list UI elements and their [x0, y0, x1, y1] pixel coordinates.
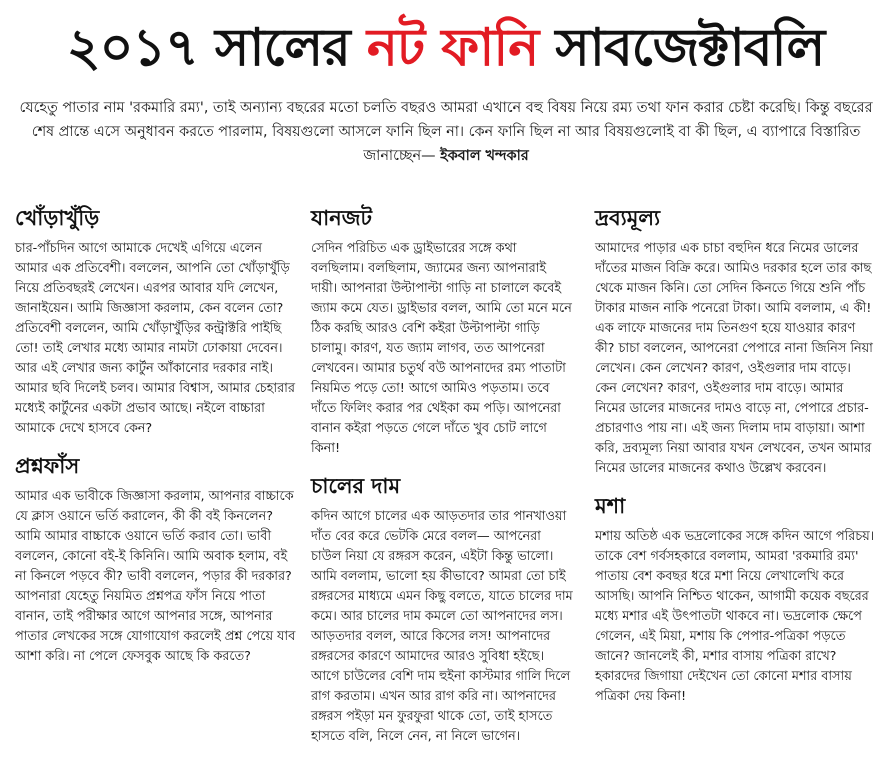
- section-body-mosha: মশায় অতিষ্ঠ এক ভদ্রলোকের সঙ্গে কদিন আগে পরিচয়। তাকে বেশ গর্বসহকারে বললাম, আমরা 'রকমারি রম্য' পাতায় বেশ কবছর ধরে মশা নিয়ে লেখালেখি করে আসছি। আপনি নিশ্চিত থাকেন, আগামী কয়েক বছরের মধ্যে মশার এই উৎপাতটা থাকবে না। ভদ্রলোক ক্ষেপে গেলেন, এই মিয়া, মশায় কি পেপার-পত্রিকা পড়তে জানে? জানলেই কী, মশার বাসায় পত্রিকা রাখে? হকারদের জিগায়া দেইখেন তো কোনো মশার বাসায় পত্রিকা দেয় কিনা!: [595, 529, 875, 704]
- column-3: [595, 203, 876, 719]
- headline-part-1: ২০১৭ সালের: [66, 18, 350, 78]
- section-body-drobbomullo: আমাদের পাড়ার এক চাচা বহুদিন ধরে নিমের ডালের দাঁতের মাজন বিক্রি করে। আমিও দরকার হলে তার কাছ থেকে মাজন কিনি। তো সেদিন কিনতে গিয়ে শুনি পাঁচ টাকার মাজন নাকি পনেরো টাকা। আমি বললাম, এ কী! এক লাফে মাজনের দাম তিনগুণ হয়ে যাওয়ার কারণ কী? চাচা বললেন, আপনেরা পেপারে নানা জিনিস নিয়া লেখেন। কেন লেখেন? কারণ, ওইগুলার দাম বাড়ে। কেন লেখেন? কারণ, ওইগুলার দাম বাড়ে। আমার নিমের ডালের মাজনের দামও বাড়ে না, পেপারে প্রচার-প্রচারণাও পায় না। এই জন্য দিলাম দাম বাড়ায়া। আশা করি, দ্রব্যমূল্য নিয়া আবার যখন লেখবেন, তখন আমার নিমের ডালের মাজনের কথাও উল্লেখ করবেন।: [595, 241, 873, 476]
- headline-part-2-red: নট ফানি: [366, 18, 539, 78]
- intro-text: যেহেতু পাতার নাম 'রকমারি রম্য', তাই অন্যান্য বছরের মতো চলতি বছরও আমরা এখানে বহু বিষয় নিয়ে রম্য তথা ফান করার চেষ্টা করেছি। কিন্তু বছরের শেষ প্রান্তে এসে অনুধাবন করতে পারলাম, বিষয়গুলো আসলে ফানি ছিল না। কেন ফানি ছিল না আর বিষয়গুলোই বা কী ছিল, এ ব্যাপারে বিস্তারিত জানাচ্ছেন—: [19, 100, 873, 164]
- section-title-proshnofash: প্রশ্নফাঁস: [15, 454, 80, 478]
- section-body-proshnofash: আমার এক ভাবীকে জিজ্ঞাসা করলাম, আপনার বাচ্চাকে যে ক্লাস ওয়ানে ভর্তি করালেন, কী কী বই কিনলেন? আমি আমার বাচ্চাকে ওয়ানে ভর্তি করাব তো। ভাবী বললেন, কোনো বই-ই কিনিনি। আমি অবাক হলাম, বই না কিনলে পড়বে কী? ভাবী বললেন, পড়ার কী দরকার? আপনারা যেহেতু নিয়মিত প্রশ্নপত্র ফাঁস নিয়ে পাতা বানান, তাই পরীক্ষার আগে আপনার সঙ্গে, আপনার পাতার লেখকের সঙ্গে যোগাযোগ করলেই প্রশ্ন পেয়ে যাব আশা করি। না পেলে ফেসবুক আছে কি করতে?: [15, 489, 296, 664]
- intro-author: ইকবাল খন্দকার: [440, 148, 529, 164]
- section-title-mosha: মশা: [595, 494, 626, 518]
- section-title-chaler-dam: চালের দাম: [311, 474, 401, 498]
- headline-part-3: সাবজেক্টাবলি: [555, 18, 825, 78]
- section-body-khorakhuri: চার-পাঁচদিন আগে আমাকে দেখেই এগিয়ে এলেন আমার এক প্রতিবেশী। বললেন, আপনি তো খোঁড়াখুঁড়ি নিয়ে প্রতিবছরই লেখেন। এরপর আবার যদি লেখেন, জানাইয়েন। আমি জিজ্ঞাসা করলাম, কেন বলেন তো? প্রতিবেশী বললেন, আমি খোঁড়াখুঁড়ির কন্ট্রাক্টরি পাইছি তো! তাই লেখার মধ্যে আমার নামটা ঢোকায়া দেবেন। আর এই লেখার জন্য কার্টুন আঁকানোর দরকার নাই। আমার ছবি দিলেই চলব। আমার বিশ্বাস, আমার চেহারার মধ্যেই কার্টুনের একটা প্রভাব আছে। নইলে বাচ্চারা আমাকে দেখে হাসবে কেন?: [15, 241, 295, 436]
- section-body-jamjot: সেদিন পরিচিত এক ড্রাইভারের সঙ্গে কথা বলছিলাম। বলছিলাম, জ্যামের জন্য আপনারাই দায়ী। আপনারা উল্টাপাল্টা গাড়ি না চালালে কবেই জ্যাম কমে যেত। ড্রাইভার বলল, আমি তো মনে মনে ঠিক করছি আরও বেশি কইরা উল্টাপাল্টা গাড়ি চালামু। কারণ, যত জ্যাম লাগব, তত আপনেরা লেখবেন। আমার চতুর্থ বউ আপনাদের রম্য পাতাটা নিয়মিত পড়ে তো! আগে আমিও পড়তাম। তবে দাঁতে ফিলিং করার পর থেইকা কম পড়ি। আপনেরা বানান কইরা পড়তে গেলে দাঁতে খুব চোট লাগে কিনা!: [311, 241, 572, 456]
- column-1: [15, 203, 298, 679]
- intro-paragraph: [18, 96, 874, 168]
- column-2: [311, 203, 573, 759]
- section-body-chaler-dam: কদিন আগে চালের এক আড়তদার তার পানখাওয়া দাঁত বের করে ভেটকি মেরে বলল— আপনেরা চাউল নিয়া যে রঙ্গরস করেন, এইটা কিন্তু ভালো। আমি বললাম, ভালো হয় কীভাবে? আমরা তো চাই রঙ্গরসের মাধ্যমে এমন কিছু বলতে, যাতে চালের দাম কমে। আর চালের দাম কমলে তো আপনাদের লস। আড়তদার বলল, আরে কিসের লস! আপনাদের রঙ্গরসের কারণে আমাদের আরও সুবিধা হইছে। আগে চাউলের বেশি দাম হুইনা কাস্টমার গালি দিলে রাগ করতাম। এখন আর রাগ করি না। আপনাদের রঙ্গরস পইড়া মন ফুরফুরা থাকে তো, তাই হাসতে হাসতে বলি, নিলে নেন, না নিলে ভাগেন।: [311, 509, 573, 744]
- section-title-drobbomullo: দ্রব্যমূল্য: [595, 206, 661, 230]
- section-title-jamjot: যানজট: [311, 206, 372, 230]
- page-headline: [0, 6, 891, 90]
- section-title-khorakhuri: খোঁড়াখুঁড়ি: [15, 206, 100, 230]
